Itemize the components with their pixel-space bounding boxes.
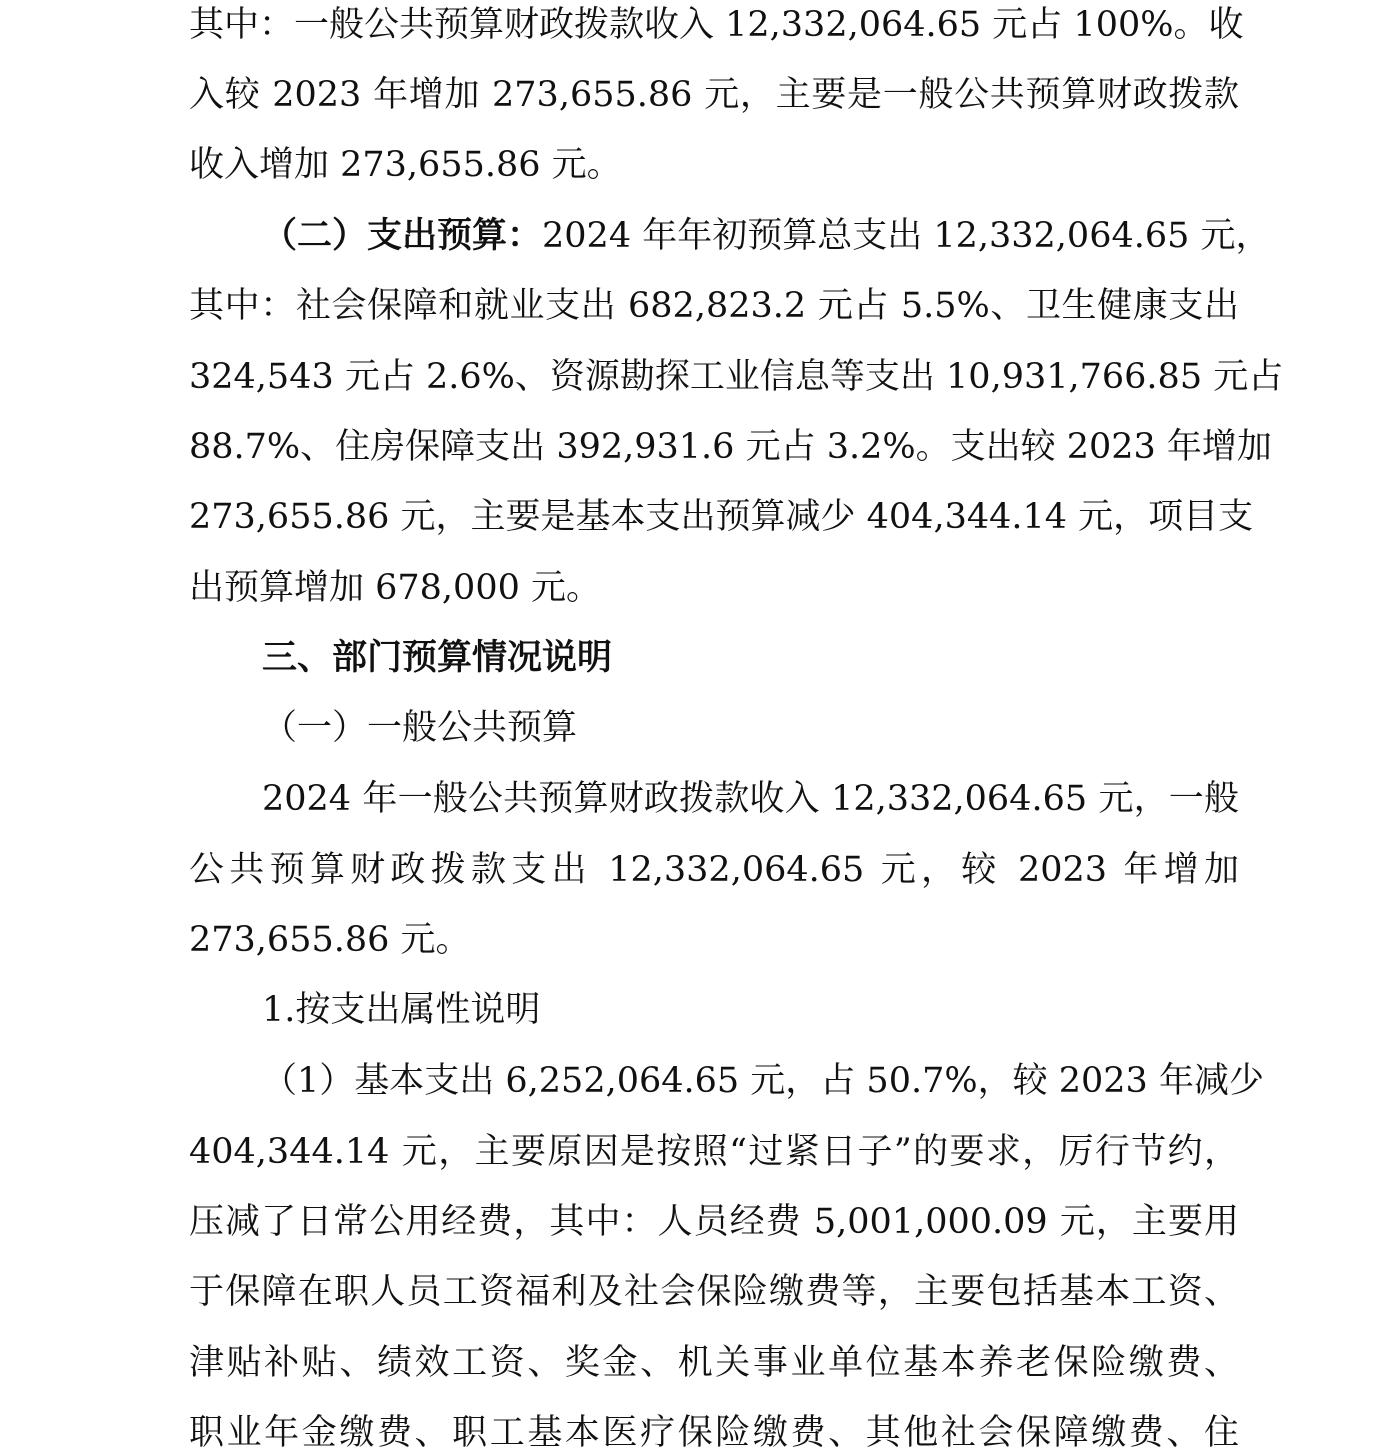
paragraph-basic-expenditure-line-5: 津贴补贴、绩效工资、奖金、机关事业单位基本养老保险缴费、: [189, 1343, 1239, 1383]
expenditure-first-line-text: 2024 年年初预算总支出 12,332,064.65 元，: [542, 216, 1271, 256]
paragraph-basic-expenditure-line-4: 于保障在职人员工资福利及社会保险缴费等，主要包括基本工资、: [189, 1272, 1239, 1312]
paragraph-basic-expenditure-line-3: 压减了日常公用经费，其中：人员经费 5,001,000.09 元，主要用: [189, 1202, 1239, 1242]
paragraph-expenditure-line-5: 273,655.86 元，主要是基本支出预算减少 404,344.14 元，项目支: [189, 497, 1254, 537]
paragraph-income-line-1: 其中：一般公共预算财政拨款收入 12,332,064.65 元占 100%。收: [189, 5, 1244, 45]
paragraph-basic-expenditure-line-2: 404,344.14 元，主要原因是按照“过紧日子”的要求，厉行节约，: [189, 1132, 1239, 1172]
paragraph-expenditure-line-4: 88.7%、住房保障支出 392,931.6 元占 3.2%。支出较 2023 年增加: [189, 427, 1272, 467]
paragraph-general-budget-line-1: 2024 年一般公共预算财政拨款收入 12,332,064.65 元，一般: [262, 779, 1239, 819]
paragraph-income-line-3: 收入增加 273,655.86 元。: [189, 145, 622, 185]
paragraph-income-line-2: 入较 2023 年增加 273,655.86 元，主要是一般公共预算财政拨款: [189, 75, 1239, 115]
subsection-one-heading: （一）一般公共预算: [262, 708, 578, 748]
expenditure-lead-heading: （二）支出预算：: [262, 216, 543, 256]
section-three-heading: 三、部门预算情况说明: [262, 638, 613, 678]
paragraph-expenditure-line-3: 324,543 元占 2.6%、资源勘探工业信息等支出 10,931,766.85 元占: [189, 357, 1284, 397]
item-one-heading: 1.按支出属性说明: [262, 990, 541, 1030]
paragraph-basic-expenditure-line-6: 职业年金缴费、职工基本医疗保险缴费、其他社会保障缴费、住: [189, 1413, 1239, 1453]
paragraph-basic-expenditure-line-1: （1）基本支出 6,252,064.65 元，占 50.7%，较 2023 年减少: [262, 1061, 1264, 1101]
paragraph-expenditure-line-6: 出预算增加 678,000 元。: [189, 568, 601, 608]
paragraph-expenditure-line-1: [262, 211, 1271, 261]
paragraph-expenditure-line-2: 其中：社会保障和就业支出 682,823.2 元占 5.5%、卫生健康支出: [189, 286, 1239, 326]
paragraph-general-budget-line-2: 公共预算财政拨款支出 12,332,064.65 元，较 2023 年增加: [189, 850, 1239, 890]
paragraph-general-budget-line-3: 273,655.86 元。: [189, 920, 471, 960]
